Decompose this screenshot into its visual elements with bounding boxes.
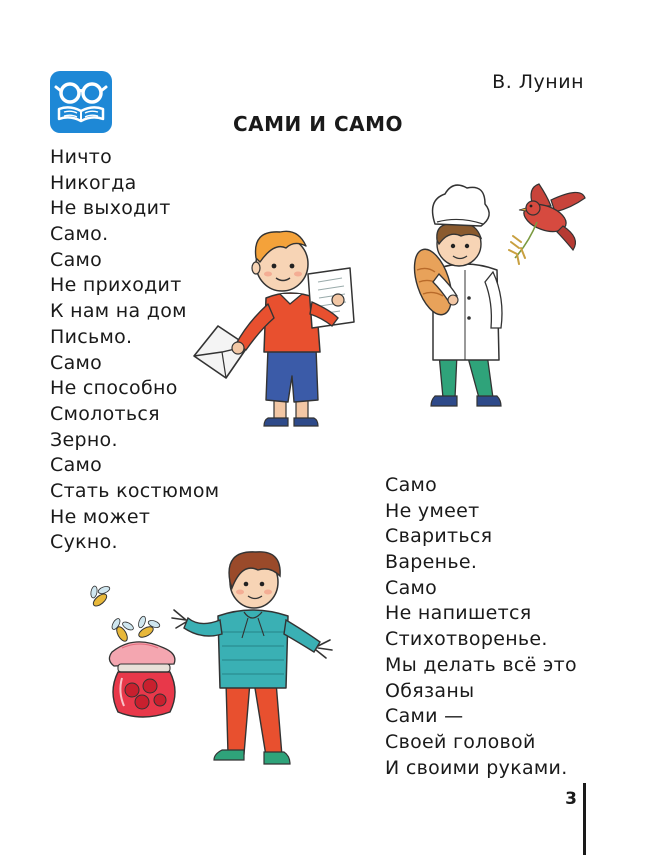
jam-jar-icon: [109, 642, 175, 717]
poem-line: Никогда: [50, 171, 137, 194]
poem-line: Обязаны: [385, 679, 475, 702]
poem-line: Не приходит: [50, 274, 182, 297]
poem-line: Сами —: [385, 705, 464, 728]
poem-line: Зерно.: [50, 428, 118, 451]
poem-line: Само.: [50, 223, 109, 246]
poem-line: Варенье.: [385, 551, 478, 574]
poem-line: Письмо.: [50, 325, 133, 348]
poem-line: Стать костюмом: [50, 479, 220, 502]
poem-line: Не напишется: [385, 602, 532, 625]
page-margin-rule: [583, 783, 586, 855]
poem-line: Само: [50, 351, 103, 374]
poem-line: Само: [385, 576, 438, 599]
page-number: 3: [565, 789, 577, 809]
poem-line: Не умеет: [385, 499, 480, 522]
bee-icon: [90, 585, 111, 608]
boy-with-letter-illustration: [190, 218, 360, 433]
cook-with-bread-illustration: [405, 178, 595, 414]
poem-line: Само: [50, 454, 103, 477]
boy-with-jam-illustration: [82, 542, 350, 777]
author-name: В. Лунин: [492, 71, 584, 93]
poem-line: Смолоться: [50, 402, 160, 425]
poem-line: Сукно.: [50, 531, 118, 554]
bee-icon: [110, 617, 134, 643]
poem-line: Само: [385, 474, 438, 496]
poem-line: Не может: [50, 505, 151, 528]
poem-line: Не способно: [50, 377, 178, 400]
bee-icon: [137, 615, 161, 639]
poem-line: К нам на дом: [50, 300, 187, 323]
poem-title: САМИ И САМО: [232, 112, 404, 136]
poem-line: Стихотворенье.: [385, 628, 548, 651]
poem-line: Ничто: [50, 146, 113, 168]
bird-icon: [509, 184, 585, 264]
poem-line: Само: [50, 248, 103, 271]
poem-line: И своими руками.: [385, 756, 568, 779]
poem-line: Свариться: [385, 525, 493, 548]
poem-stanza-second: [385, 473, 577, 781]
poem-line: Не выходит: [50, 197, 171, 220]
poem-line: Своей головой: [385, 730, 536, 753]
poem-line: Мы делать всё это: [385, 653, 577, 676]
